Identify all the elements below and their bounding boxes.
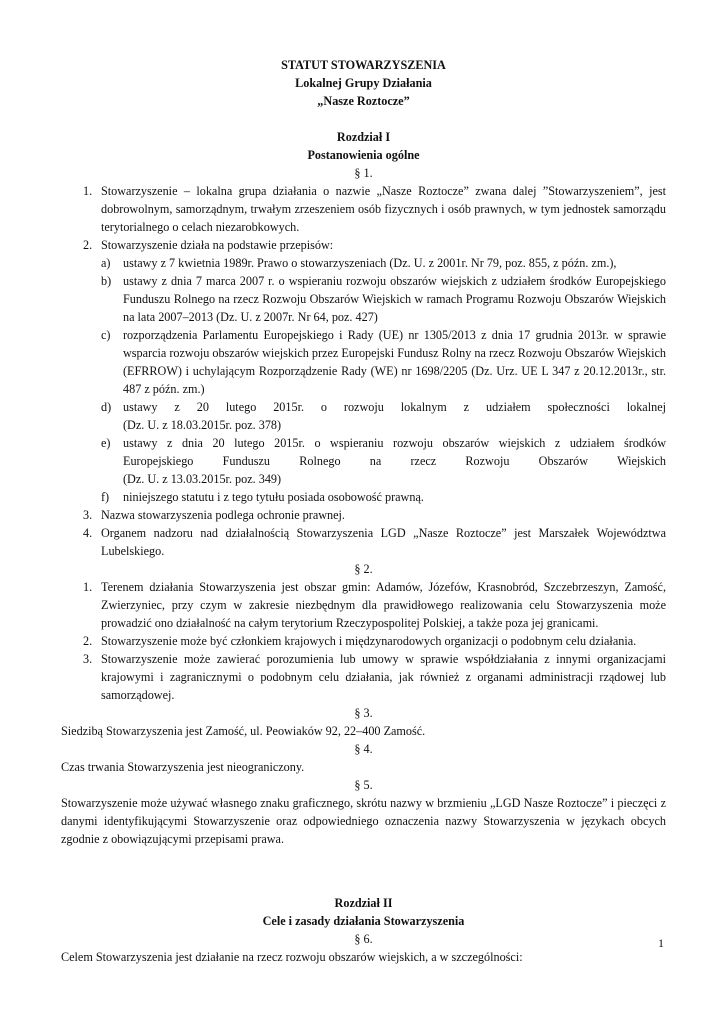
sub-letter: b) <box>101 274 112 288</box>
list-text: Nazwa stowarzyszenia podlega ochronie prawnej. <box>101 508 345 522</box>
section-4-sign: § 4. <box>354 742 373 756</box>
sub-text-line: ustawy z dnia 20 lutego 2015r. o wspieraniu rozwoju obszarów wiejskich z udziałem środków <box>123 436 666 450</box>
list-item <box>61 578 666 632</box>
section-3-text: Siedzibą Stowarzyszenia jest Zamość, ul. Peowiaków 92, 22–400 Zamość. <box>61 724 426 738</box>
section-1-sign: § 1. <box>354 166 373 180</box>
list-item <box>61 650 666 704</box>
sub-text: ustawy z 7 kwietnia 1989r. Prawo o stowarzyszeniach (Dz. U. z 2001r. Nr 79, poz. 855, z późn. zm.), <box>123 256 617 270</box>
list-item <box>61 632 666 650</box>
section-5-sign: § 5. <box>354 778 373 792</box>
document-subtitle: Lokalnej Grupy Działania <box>295 76 432 90</box>
section-2-sign: § 2. <box>354 562 373 576</box>
sub-item <box>61 488 666 506</box>
page-number: 1 <box>658 936 664 950</box>
list-text: Stowarzyszenie – lokalna grupa działania o nazwie „Nasze Roztocze” zwana dalej ”Stowarzyszeniem”, jest dobrowolnym, samorządnym, trwałym zrzeszeniem osób fizycznych i osób prawnych, w tym jednostek samorządu terytorialnego o celach niezarobkowych. <box>101 184 666 234</box>
list-number: 2. <box>83 238 93 252</box>
sub-text-line: (Dz. U. z 18.03.2015r. poz. 378) <box>123 418 282 432</box>
sub-letter: a) <box>101 256 111 270</box>
sub-text: niniejszego statutu i z tego tytułu posiada osobowość prawną. <box>123 490 424 504</box>
list-number: 1. <box>83 580 93 594</box>
sub-item <box>61 326 666 398</box>
section-6-sign: § 6. <box>354 932 373 946</box>
list-text: Terenem działania Stowarzyszenia jest obszar gmin: Adamów, Józefów, Krasnobród, Szczebrzeszyn, Zamość, Zwierzyniec, przy czym w zakresie niezbędnym dla prawidłowego realizowania celu Stowarzyszenia może prowadzić ono działalność na całym terytorium Rzeczypospolitej Polskiej, a także poza jej granicami. <box>101 580 666 630</box>
sub-letter: d) <box>101 400 112 414</box>
section-5-text: Stowarzyszenie może używać własnego znaku graficznego, skrótu nazwy w brzmieniu „LGD Nasze Roztocze” i pieczęci z danymi identyfikującymi Stowarzyszenie oraz odpowiedniego oznaczenia nazwy Stowarzyszenia w językach obcych zgodnie z obowiązującymi przepisami prawa. <box>61 796 666 846</box>
list-number: 2. <box>83 634 93 648</box>
chapter-1-subtitle: Postanowienia ogólne <box>307 148 420 162</box>
section-6-text: Celem Stowarzyszenia jest działanie na rzecz rozwoju obszarów wiejskich, a w szczególności: <box>61 950 523 964</box>
list-item <box>61 506 666 524</box>
chapter-1-title: Rozdział I <box>336 130 391 144</box>
section-3-sign: § 3. <box>354 706 373 720</box>
sub-letter: c) <box>101 328 111 342</box>
sub-text: rozporządzenia Parlamentu Europejskiego i Rady (UE) nr 1305/2013 z dnia 17 grudnia 2013r. w sprawie wsparcia rozwoju obszarów wiejskich przez Europejski Fundusz Rolny na rzecz Rozwoju Obszarów Wiejskich (EFRROW) i uchylającym Rozporządzenie Rady (WE) nr 1698/2205 (Dz. Urz. UE L 347 z 20.12.2013r., str. 487 z późn. zm.) <box>123 328 666 396</box>
list-number: 1. <box>83 184 93 198</box>
chapter-2-title: Rozdział II <box>334 896 393 910</box>
list-text: Stowarzyszenie może zawierać porozumienia lub umowy w sprawie współdziałania z innymi organizacjami krajowymi i zagranicznymi o podobnym celu działania, jak również z organami administracji rządowej lub samorządowej. <box>101 652 666 702</box>
list-item <box>61 236 666 254</box>
section-4-text: Czas trwania Stowarzyszenia jest nieograniczony. <box>61 760 305 774</box>
document-title: STATUT STOWARZYSZENIA <box>281 58 446 72</box>
sub-letter: f) <box>101 490 110 504</box>
sub-text-line: (Dz. U. z 13.03.2015r. poz. 349) <box>123 472 282 486</box>
chapter-2-subtitle: Cele i zasady działania Stowarzyszenia <box>262 914 465 928</box>
list-number: 4. <box>83 526 93 540</box>
list-text: Stowarzyszenie może być członkiem krajowych i międzynarodowych organizacji o podobnym celu działania. <box>101 634 637 648</box>
sub-letter: e) <box>101 436 111 450</box>
sub-text-line: ustawy z 20 lutego 2015r. o rozwoju lokalnym z udziałem społeczności lokalnej <box>123 400 666 414</box>
organization-name: „Nasze Roztocze” <box>317 94 410 108</box>
list-number: 3. <box>83 652 93 666</box>
sub-text: ustawy z dnia 7 marca 2007 r. o wspieraniu rozwoju obszarów wiejskich z udziałem środków Europejskiego Funduszu Rolnego na rzecz Rozwoju Obszarów Wiejskich w ramach Programu Rozwoju Obszarów Wiejskich na lata 2007–2013 (Dz. U. z 2007r. Nr 64, poz. 427) <box>123 274 666 324</box>
list-text: Organem nadzoru nad działalnością Stowarzyszenia LGD „Nasze Roztocze” jest Marszałek Województwa Lubelskiego. <box>101 526 666 558</box>
sub-item <box>61 272 666 326</box>
list-item <box>61 524 666 560</box>
sub-item <box>61 254 666 272</box>
list-item <box>61 182 666 236</box>
sub-text-line: Europejskiego Funduszu Rolnego na rzecz Rozwoju Obszarów Wiejskich <box>123 454 666 468</box>
sub-item <box>61 434 666 488</box>
document-body <box>61 56 666 966</box>
sub-item <box>61 398 666 434</box>
list-number: 3. <box>83 508 93 522</box>
list-text: Stowarzyszenie działa na podstawie przepisów: <box>101 238 334 252</box>
